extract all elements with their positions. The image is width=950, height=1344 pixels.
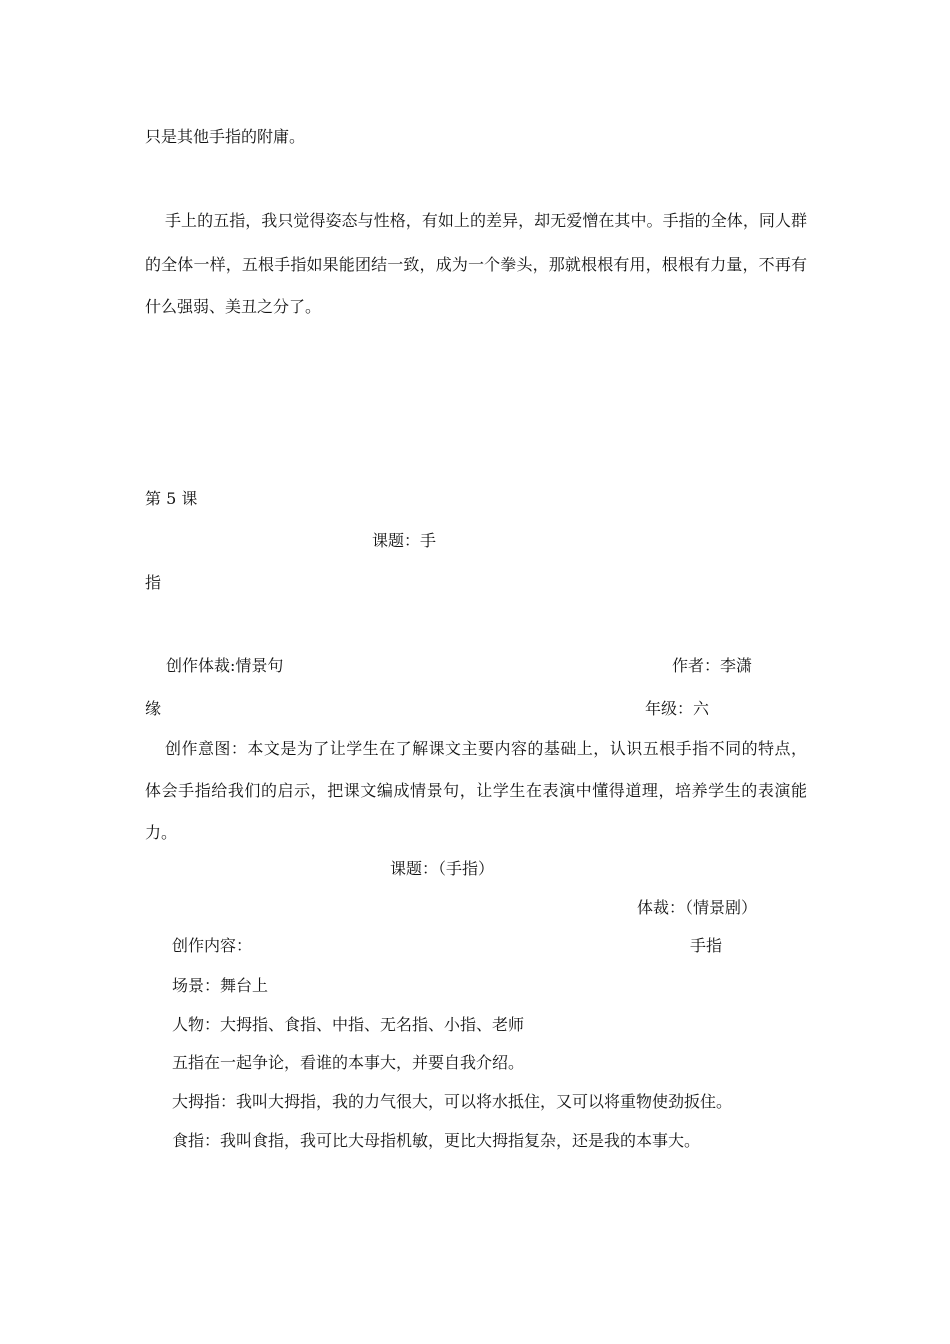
script-genre: 体裁：（情景剧） [637,898,758,917]
lesson-title-continued: 指 [145,573,162,592]
lesson-intent-line: 创作意图：本文是为了让学生在了解课文主要内容的基础上，认识五根手指不同的特点， [165,739,807,758]
paragraph-line: 手上的五指，我只觉得姿态与性格，有如上的差异，却无爱憎在其中。手指的全体，同人群 [165,211,807,230]
lesson-author-continued: 缘 [145,699,162,718]
script-characters: 人物：大拇指、食指、中指、无名指、小指、老师 [172,1015,525,1034]
lesson-intent-line: 体会手指给我们的启示，把课文编成情景句，让学生在表演中懂得道理，培养学生的表演能 [145,781,807,800]
paragraph-end-line: 只是其他手指的附庸。 [145,127,306,146]
lesson-genre: 创作体裁:情景句 [166,656,284,675]
script-line-thumb: 大拇指：我叫大拇指，我的力气很大，可以将水抵住，又可以将重物使劲扳住。 [172,1092,733,1111]
paragraph-line: 的全体一样，五根手指如果能团结一致，成为一个拳头，那就根根有用，根根有力量，不再有 [145,255,807,274]
script-scene: 场景：舞台上 [172,976,269,995]
lesson-author: 作者：李潇 [672,656,753,675]
script-content-title: 手指 [690,936,723,955]
lesson-number: 第 5 课 [145,489,198,508]
script-line-index: 食指：我叫食指，我可比大母指机敏，更比大拇指复杂，还是我的本事大。 [172,1131,701,1150]
lesson-grade: 年级：六 [645,699,710,718]
script-content-label: 创作内容： [172,936,253,955]
lesson-intent-line: 力。 [145,823,178,842]
paragraph-line: 什么强弱、美丑之分了。 [145,297,322,316]
script-intro: 五指在一起争论，看谁的本事大，并要自我介绍。 [172,1053,525,1072]
script-title: 课题：（手指） [390,859,495,878]
lesson-title: 课题：手 [372,531,437,550]
